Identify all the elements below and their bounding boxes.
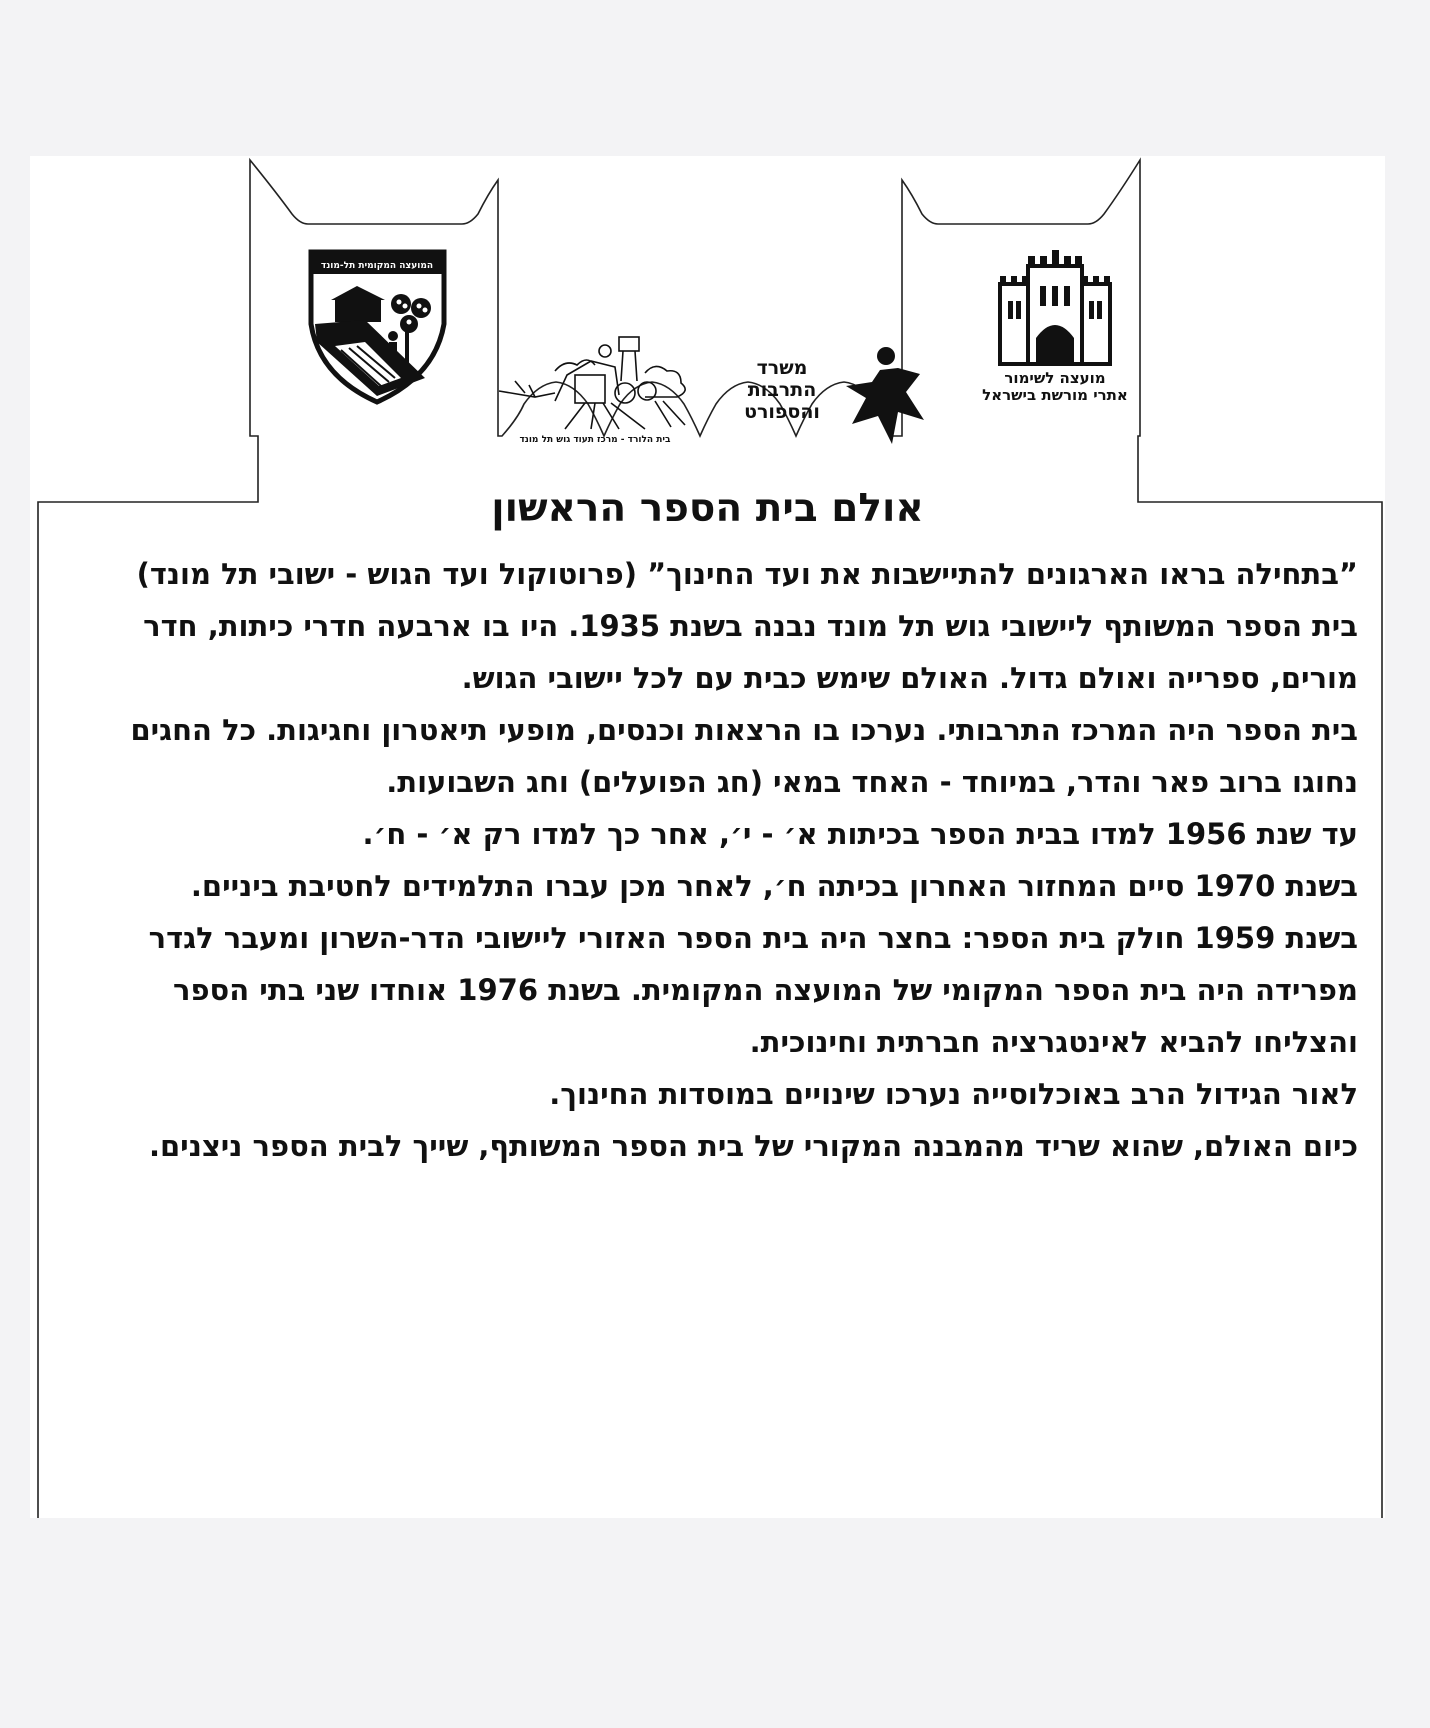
page-title: אולם בית הספר הראשון: [491, 486, 924, 531]
shield-caption: המועצה המקומית תל-מונד: [320, 261, 434, 271]
beit-halord-logo: [480, 331, 710, 445]
paragraph-8: כיום האולם, שהוא שריד מהמבנה המקורי של בית הספר המשותף, שייך לבית הספר ניצנים.: [148, 1129, 1358, 1163]
castle-icon: [990, 246, 1120, 366]
paragraph-5: בשנת 1970 סיים המחזור האחרון בכיתה ח׳, לאחר מכן עברו התלמידים לחטיבת ביניים.: [190, 869, 1358, 903]
paragraph-2: בית הספר המשותף ליישובי גוש תל מונד נבנה בשנת 1935. היו בו ארבעה חדרי כיתות, חדר מורים, ספרייה ואולם גדול. האולם שימש כבית עם לכל יישובי הגוש.: [143, 609, 1358, 695]
council-logo: [955, 246, 1155, 405]
ministry-logo: [732, 346, 972, 446]
ministry-caption-line-3: והספורט: [744, 400, 820, 423]
star-figure-icon: [840, 346, 930, 446]
sign-panel: [30, 156, 1385, 1518]
ministry-caption-line-1: משרד: [756, 357, 808, 379]
shield-emblem-icon: [305, 246, 450, 406]
village-drawing-icon: [495, 331, 695, 431]
paragraph-1: ”בתחילה בראו הארגונים להתיישבות את ועד החינוך” (פרוטוקול ועד הגוש - ישובי תל מונד): [136, 557, 1358, 591]
paragraph-3: בית הספר היה המרכז התרבותי. נערכו בו הרצאות וכנסים, מופעי תיאטרון וחגיגות. כל החגים נחוגו ברוב פאר והדר, במיוחד - האחד במאי (חג הפועלים) וחג השבועות.: [130, 713, 1358, 799]
local-council-logo: [305, 246, 450, 406]
paragraph-6: בשנת 1959 חולק בית הספר: בחצר היה בית הספר האזורי ליישובי הדר-השרון ומעבר לגדר מפרידה היה בית הספר המקומי של המועצה המקומית. בשנת 1976 אוחדו שני בתי הספר והצליחו להביא לאינטגרציה חברתית וחינוכית.: [148, 921, 1358, 1059]
council-caption-line-1: מועצה לשימור: [1004, 369, 1106, 387]
council-caption-line-2: אתרי מורשת בישראל: [982, 386, 1128, 405]
body-text: [108, 548, 1358, 1172]
ministry-caption-line-2: התרבות: [747, 378, 817, 401]
paragraph-7: לאור הגידול הרב באוכלוסייה נערכו שינויים במוסדות החינוך.: [549, 1077, 1358, 1111]
beit-halord-caption: בית הלורד - מרכז תעוד גוש תל מונד: [519, 435, 671, 445]
paragraph-4: עד שנת 1956 למדו בבית הספר בכיתות א׳ - י׳, אחר כך למדו רק א׳ - ח׳.: [362, 817, 1358, 851]
